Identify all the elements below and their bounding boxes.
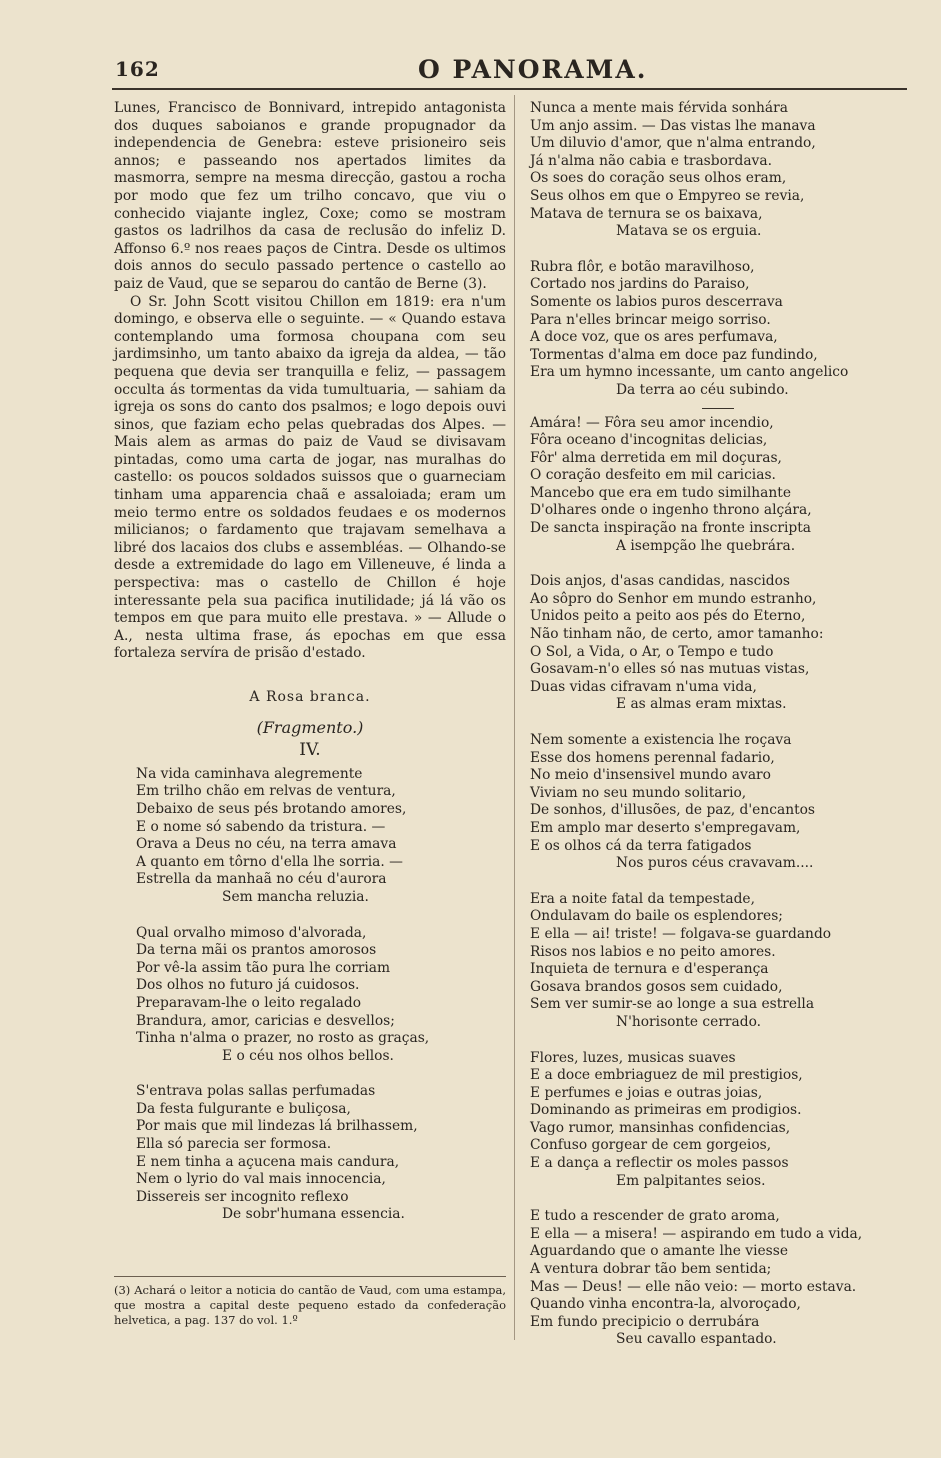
footnote-rule xyxy=(114,1276,506,1277)
poem-line: A quanto em tôrno d'ella lhe sorria. — xyxy=(136,853,403,870)
poem-line: Da terna mãi os prantos amorosos xyxy=(136,942,377,959)
poem-part-number: IV. xyxy=(299,740,321,761)
poem-line: Esse dos homens perennal fadario, xyxy=(530,749,775,766)
poem-line: Brandura, amor, caricias e desvellos; xyxy=(136,1012,395,1029)
poem-line: Dois anjos, d'asas candidas, nascidos xyxy=(530,573,790,590)
poem-line: O Sol, a Vida, o Ar, o Tempo e tudo xyxy=(530,643,774,660)
poem-stanza xyxy=(114,766,506,907)
poem-line: Da terra ao céu subindo. xyxy=(616,381,789,398)
poem-line: Tormentas d'alma em doce paz fundindo, xyxy=(530,346,818,363)
poem-line: Preparavam-lhe o leito regalado xyxy=(136,994,362,1011)
poem-line: N'horisonte cerrado. xyxy=(616,1013,762,1030)
poem-line: Fôra oceano d'incognitas delicias, xyxy=(530,432,768,449)
poem-stanza xyxy=(530,732,905,873)
poem-line: E nem tinha a açucena mais candura, xyxy=(136,1153,400,1170)
poem-line: Qual orvalho mimoso d'alvorada, xyxy=(136,924,367,941)
poem-line: Somente os labios puros descerrava xyxy=(530,293,783,310)
poem-line: Nem somente a existencia lhe roçava xyxy=(530,732,792,748)
poem-left xyxy=(114,766,506,1224)
stanza-divider xyxy=(702,408,734,409)
poem-line: Duas vidas cifravam n'uma vida, xyxy=(530,678,757,695)
poem-title: A Rosa branca. xyxy=(249,689,371,705)
poem-line: Por mais que mil lindezas lá brilhassem, xyxy=(136,1118,418,1135)
page-number: 162 xyxy=(115,57,160,81)
poem-line: Rubra flôr, e botão maravilhoso, xyxy=(530,258,755,275)
poem-stanza xyxy=(530,573,905,714)
prose-paragraph: Lunes, Francisco de Bonnivard, intrepido antagonista dos duques saboianos e grande propugnador da independencia de Genebra: esteve prisioneiro seis annos; e passeando nos apertados limites da masmorra, sempre na mesma direcção, gastou a rocha por modo que fez um trilho concavo, que viu o conhecido viajante inglez, Coxe; como se mostram gastos os ladrilhos da casa de reclusão do infeliz D. Affonso 6.º nos reaes paços de Cintra. Desde os ultimos dois annos do seculo passado pertence o castello ao paiz de Vaud, que se separou do cantão de Berne (3). xyxy=(114,100,506,292)
poem-line: Mancebo que era em tudo similhante xyxy=(530,484,791,501)
poem-line: A isempção lhe quebrára. xyxy=(616,537,796,554)
poem-line: Estrella da manhaã no céu d'aurora xyxy=(136,871,387,888)
poem-line: Confuso gorgear de cem gorgeios, xyxy=(530,1137,772,1154)
poem-line: Em amplo mar deserto s'empregavam, xyxy=(530,819,801,836)
poem-line: Na vida caminhava alegremente xyxy=(136,765,363,782)
poem-subtitle: (Fragmento.) xyxy=(256,717,364,737)
poem-line: Em palpitantes seios. xyxy=(616,1172,766,1189)
poem-line: O coração desfeito em mil caricias. xyxy=(530,467,776,484)
poem-line: E tudo a rescender de grato aroma, xyxy=(530,1208,780,1225)
masthead-title: O PANORAMA. xyxy=(418,55,648,84)
poem-line: Era a noite fatal da tempestade, xyxy=(530,890,755,907)
poem-line: S'entrava polas sallas perfumadas xyxy=(136,1083,376,1100)
poem-line: Dissereis ser incognito reflexo xyxy=(136,1188,349,1205)
poem-line: Não tinham não, de certo, amor tamanho: xyxy=(530,626,824,643)
poem-line: Inquieta de ternura e d'esperança xyxy=(530,961,769,978)
poem-stanza xyxy=(114,925,506,1066)
poem-line: No meio d'insensivel mundo avaro xyxy=(530,767,771,784)
poem-line: E a doce embriaguez de mil prestigios, xyxy=(530,1067,803,1084)
poem-line: E os olhos cá da terra fatigados xyxy=(530,837,752,854)
poem-line: Os soes do coração seus olhos eram, xyxy=(530,170,787,187)
poem-line: Nos puros céus cravavam.... xyxy=(616,855,814,872)
poem-line: Orava a Deus no céu, na terra amava xyxy=(136,836,397,853)
poem-line: Cortado nos jardins do Paraiso, xyxy=(530,276,750,293)
poem-line: Tinha n'alma o prazer, no rosto as graças, xyxy=(136,1030,430,1047)
poem-line: Um diluvio d'amor, que n'alma entrando, xyxy=(530,135,816,152)
poem-line: E o nome só sabendo da tristura. — xyxy=(136,818,386,835)
poem-line: Nem o lyrio do val mais innocencia, xyxy=(136,1171,386,1188)
poem-line: Por vê-la assim tão pura lhe corriam xyxy=(136,959,391,976)
poem-line: De sancta inspiração na fronte inscripta xyxy=(530,520,811,537)
left-column xyxy=(114,100,506,1224)
poem-line: A doce voz, que os ares perfumava, xyxy=(530,329,778,346)
poem-line: Seu cavallo espantado. xyxy=(616,1331,777,1348)
poem-line: Em fundo precipicio o derrubára xyxy=(530,1313,760,1330)
poem-line: Amára! — Fôra seu amor incendio, xyxy=(530,414,774,431)
poem-line: Matava se os erguia. xyxy=(616,223,762,240)
poem-line: A ventura dobrar tão bem sentida; xyxy=(530,1261,772,1278)
poem-line: Para n'elles brincar meigo sorriso. xyxy=(530,311,771,328)
poem-stanza xyxy=(530,259,905,400)
poem-stanza xyxy=(530,100,905,241)
poem-stanza xyxy=(530,1050,905,1191)
poem-stanza xyxy=(530,1208,905,1349)
poem-line: E ella — a misera! — aspirando em tudo a vida, xyxy=(530,1225,863,1242)
poem-line: Matava de ternura se os baixava, xyxy=(530,205,763,222)
column-separator xyxy=(514,95,515,1340)
poem-line: E o céu nos olhos bellos. xyxy=(222,1047,394,1064)
poem-line: Dominando as primeiras em prodigios. xyxy=(530,1102,802,1119)
right-column xyxy=(530,100,905,1349)
poem-line: Da festa fulgurante e buliçosa, xyxy=(136,1100,351,1117)
poem-line: Já n'alma não cabia e trasbordava. xyxy=(530,152,772,169)
poem-stanza xyxy=(530,415,905,556)
poem-line: Risos nos labios e no peito amores. xyxy=(530,943,776,960)
footnote: (3) Achará o leitor a noticia do cantão de Vaud, com uma estampa, que mostra a capital deste pequeno estado da confederação helvetica, a pag. 137 do vol. 1.º xyxy=(114,1283,506,1327)
poem-line: E a dança a reflectir os moles passos xyxy=(530,1155,789,1172)
poem-line: Em trilho chão em relvas de ventura, xyxy=(136,783,396,800)
poem-line: Fôr' alma derretida em mil doçuras, xyxy=(530,449,782,466)
poem-stanza xyxy=(530,891,905,1032)
poem-line: Mas — Deus! — elle não veio: — morto estava. xyxy=(530,1278,857,1295)
poem-line: Gosavam-n'o elles só nas mutuas vistas, xyxy=(530,661,810,678)
poem-line: Ao sôpro do Senhor em mundo estranho, xyxy=(530,590,817,607)
poem-line: Sem mancha reluzia. xyxy=(222,888,369,905)
poem-line: Viviam no seu mundo solitario, xyxy=(530,784,747,801)
poem-line: Vago rumor, mansinhas confidencias, xyxy=(530,1119,791,1136)
poem-line: Sem ver sumir-se ao longe a sua estrella xyxy=(530,996,815,1013)
poem-line: De sonhos, d'illusões, de paz, d'encantos xyxy=(530,802,816,819)
poem-line: Nunca a mente mais férvida sonhára xyxy=(530,100,788,116)
poem-line: Seus olhos em que o Empyreo se revia, xyxy=(530,187,805,204)
poem-line: Ella só parecia ser formosa. xyxy=(136,1136,332,1153)
poem-line: E perfumes e joias e outras joias, xyxy=(530,1084,763,1101)
poem-line: Dos olhos no futuro já cuidosos. xyxy=(136,977,360,994)
poem-line: Gosava brandos gosos sem cuidado, xyxy=(530,978,783,995)
poem-line: Unidos peito a peito aos pés do Eterno, xyxy=(530,608,806,625)
poem-line: D'olhares onde o ingenho throno alçára, xyxy=(530,502,812,519)
poem-line: Quando vinha encontra-la, alvoroçado, xyxy=(530,1296,801,1313)
poem-line: De sobr'humana essencia. xyxy=(222,1206,405,1223)
poem-line: E as almas eram mixtas. xyxy=(616,696,787,713)
prose-block xyxy=(114,100,506,663)
poem-line: E ella — ai! triste! — folgava-se guardando xyxy=(530,925,832,942)
prose-paragraph: O Sr. John Scott visitou Chillon em 1819: era n'um domingo, e observa elle o seguinte. — « Quando estava contemplando uma formosa choupana com seu jardimsinho, um tanto abaixo da igreja da aldea, — tão pequena que devia ser tranquilla e feliz, — passagem occulta ás tormentas da vida tumultuaria, — sahiam da igreja os sons do canto dos psalmos; e logo depois ouvi sinos, que faziam echo pelas quebradas dos Alpes. — Mais alem as armas do paiz de Vaud se divisavam pintadas, como uma carta de jogar, nas muralhas do castello: os poucos soldados suissos que o guarneciam tinham uma apparencia chaã e assaloiada; eram um meio termo entre os soldados feudaes e os modernos milicianos; o fardamento que trajavam semelhava a libré dos lacaios dos clubs e assembléas. — Olhando-se desde a extremidade do lago em Villeneuve, é linda a perspectiva: mas o castello de Chillon é hoje interessante pela sua pacifica inutilidade; já lá vão os tempos em que para muito elle prestava. » — Allude o A., nesta ultima frase, ás epochas em que essa fortaleza servíra de prisão d'estado. xyxy=(114,293,506,662)
poem-line: Flores, luzes, musicas suaves xyxy=(530,1049,736,1066)
poem-line: Ondulavam do baile os esplendores; xyxy=(530,908,783,925)
header-rule xyxy=(112,88,907,90)
poem-stanza xyxy=(114,1083,506,1224)
poem-line: Debaixo de seus pés brotando amores, xyxy=(136,800,407,817)
poem-line: Aguardando que o amante lhe viesse xyxy=(530,1243,788,1260)
poem-line: Era um hymno incessante, um canto angelico xyxy=(530,364,849,381)
poem-line: Um anjo assim. — Das vistas lhe manava xyxy=(530,117,816,134)
